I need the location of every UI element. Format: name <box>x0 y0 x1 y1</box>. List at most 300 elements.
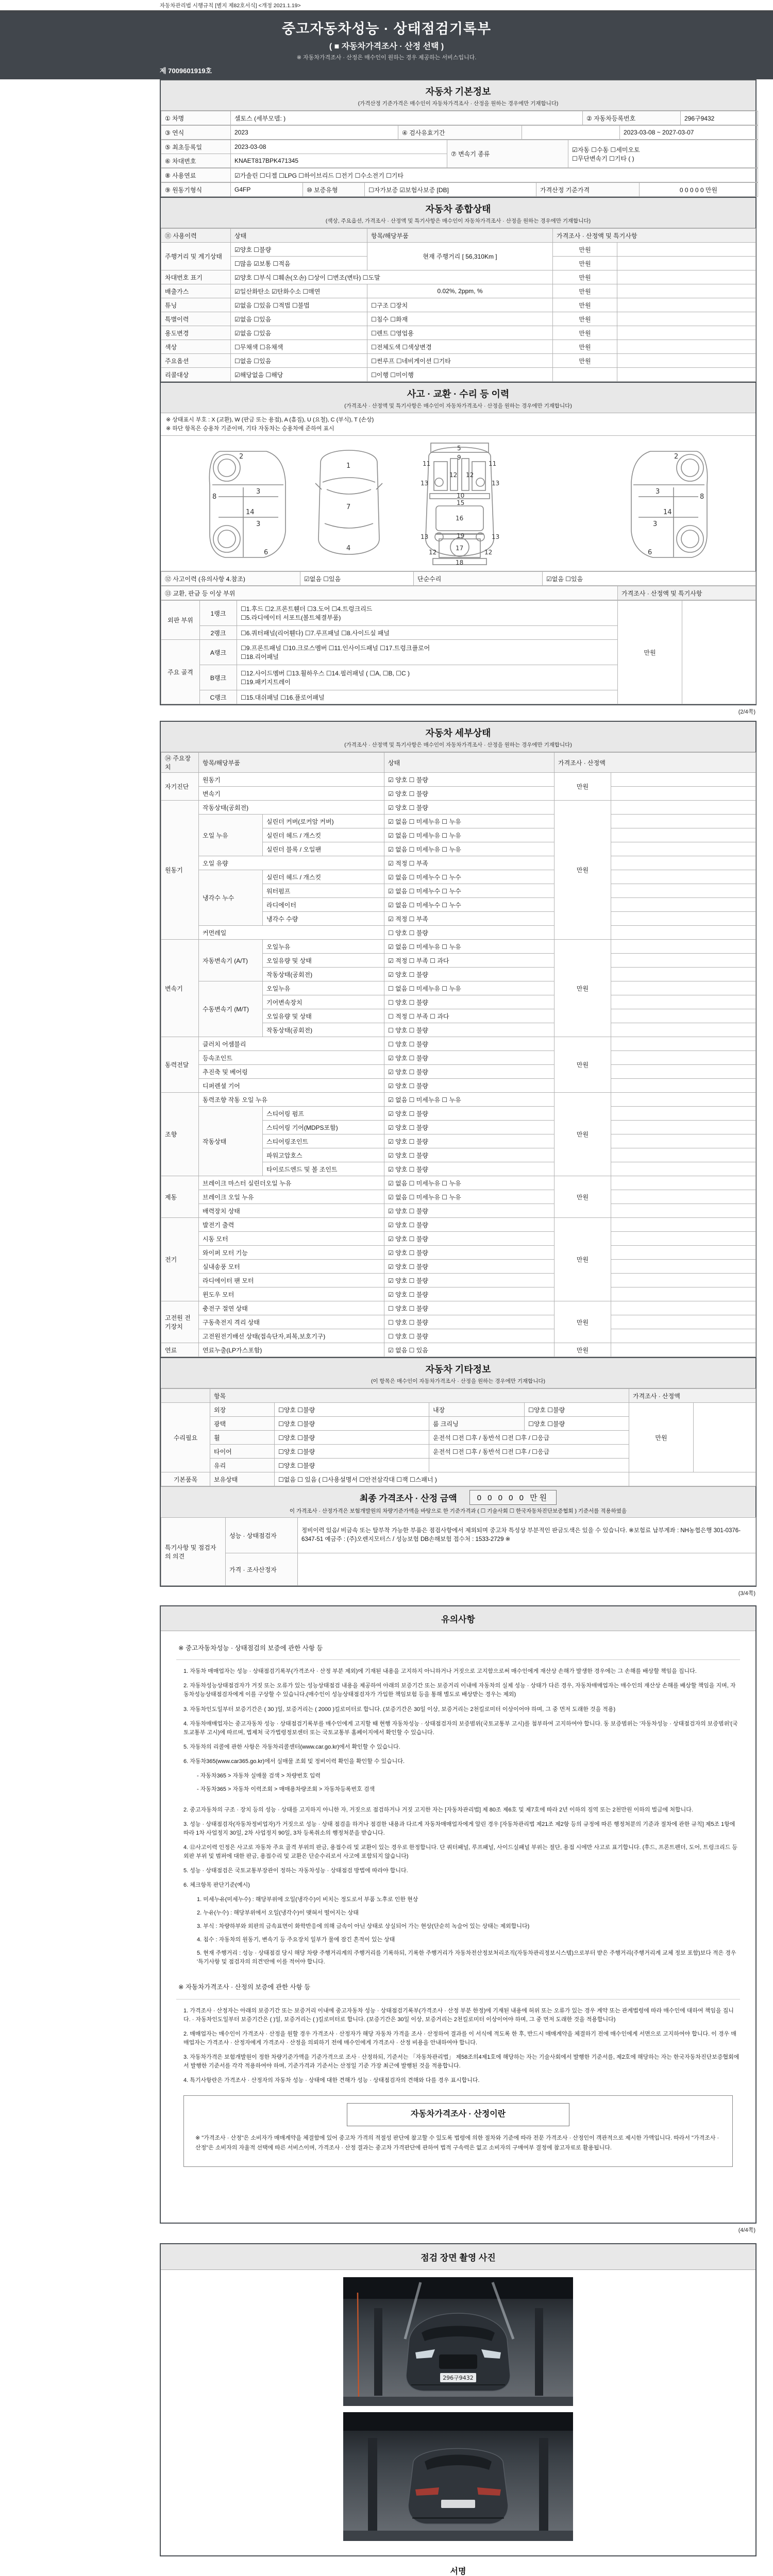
remark-cell <box>611 1301 756 1315</box>
rankA-label: A랭크 <box>200 640 237 665</box>
remark-cell <box>611 842 756 856</box>
notice-subitem: - 자동차365 > 자동차 실매물 검색 > 차량번호 입력 <box>197 1772 321 1779</box>
diagram-number: 3 <box>653 520 658 528</box>
col-item: 항목/해당부품 <box>199 753 384 773</box>
status-cell[interactable]: ☑ 양호 ☐ 불량 <box>384 1246 554 1260</box>
notice-item: 5. 자동차의 리콜에 관한 사항은 자동차리콜센터(www.car.go.kr)에서 확인할 수 있습니다. <box>183 1743 400 1750</box>
col-status: 상태 <box>231 229 367 243</box>
color-item[interactable]: ☐전체도색 ☐색상변경 <box>367 340 553 354</box>
rank1-line2[interactable]: ☐5.라디에이터 서포트(볼트체결부품) <box>241 614 341 621</box>
remark-cell <box>611 981 756 995</box>
notice-item: 2. 중고자동차의 구조 · 장치 등의 성능 · 상태를 고지하지 아니한 자, 거짓으로 점검하거나 거짓 고지한 자는 [자동차관리법] 제 80조 제6호 및 제7호에 따라 2년 이하의 징역 또는 2천만원 이하의 벌금에 처합니다. <box>183 1806 693 1813</box>
item-cell: 배력장치 상태 <box>199 1204 384 1218</box>
status-cell[interactable]: ☑ 적정 ☐ 부족 <box>384 912 554 926</box>
recall-status[interactable]: ☑해당없음 ☐해당 <box>231 368 367 382</box>
status-cell[interactable]: ☑ 양호 ☐ 불량 <box>384 1107 554 1121</box>
remark-cell <box>611 1232 756 1246</box>
legend-line-1: ※ 상태표시 부호 : X (교환), W (판금 또는 용접), A (흠집), U (요철), C (부식), T (손상) <box>166 417 374 423</box>
rankB-items[interactable] <box>237 665 618 690</box>
accident-history-label: ⑫ 사고이력 (유의사항 4.참조) <box>161 572 300 586</box>
notices-title: 유의사항 <box>161 1606 755 1631</box>
remark-cell <box>611 1065 756 1079</box>
remark-cell <box>617 326 756 340</box>
vin-mark-status[interactable]: ☑양호 ☐부식 ☐훼손(오손) ☐상이 ☐변조(변타) ☐도말 <box>231 270 553 284</box>
item-cell: 발전기 출력 <box>199 1218 384 1232</box>
notice-item: 5. 성능 · 상태점검은 국토교통부장관이 정하는 자동차성능 · 상태점검 방법에 따라야 합니다. <box>183 1868 408 1874</box>
diagram-number: 13 <box>492 533 500 540</box>
detail-table <box>161 752 756 1357</box>
usage-change-label: 용도변경 <box>161 326 231 340</box>
remark-cell <box>611 1204 756 1218</box>
warranty-label: ⑩ 보증유형 <box>303 183 365 197</box>
status-cell[interactable]: ☑ 양호 ☐ 불량 <box>384 968 554 981</box>
notice-item: 1. 가격조사 · 산정자는 아래의 보증기간 또는 보증거리 이내에 중고자동차 성능 · 상태점검기록부(가격조사 · 산정 부분 한정)에 기재된 내용에 허위 또는 오류가 있는 경우 계약 또는 관계법령에 따라 매수인에 대하여 책임을 집니다. · 자동차인도일부터 보증기간은 ( )일, 보증거리는 ( )킬로미터로 합니다. (보증기간은 30일 이상, 보증거리는 2천킬로미터 이상이어야 하며, 그 중 먼저 도래한 것을 적용합니다) <box>183 2007 734 2023</box>
price-cell: 만원 <box>554 940 611 1037</box>
status-cell[interactable]: ☑ 양호 ☐ 불량 <box>384 1148 554 1162</box>
item-cell: 충전구 절연 상태 <box>199 1301 384 1315</box>
page-title-note: ※ 자동차가격조사 · 산정은 매수인이 원하는 경우 제공하는 서비스입니다. <box>296 55 477 61</box>
price-cell <box>553 368 617 382</box>
price-cell: 만원 <box>554 1218 611 1301</box>
remark-cell <box>611 1246 756 1260</box>
rank1-line1[interactable]: ☐1.후드 ☐2.프론트휀더 ☐3.도어 ☐4.트렁크리드 <box>241 605 373 613</box>
notice-item: 6. 체크항목 판단기준(예시) <box>183 1882 250 1889</box>
status-cell[interactable]: ☐ 양호 ☐ 불량 <box>384 1023 554 1037</box>
section-subtitle: (색상, 주요옵션, 가격조사 · 산정액 및 특기사항은 매수인이 자동차가격조사 · 산정을 원하는 경우에만 기재합니다) <box>325 218 591 224</box>
remark-cell <box>611 1260 756 1274</box>
remark-cell <box>611 1023 756 1037</box>
item-cell: 라디에이터 <box>263 898 384 912</box>
tire-positions[interactable]: 운전석 ☐전 ☐후 / 동반석 ☐전 ☐후 / ☐응급 <box>429 1445 629 1459</box>
notices-subheader-1: ※ 중고자동차성능 · 상태점검의 보증에 관한 사항 등 <box>176 1639 740 1660</box>
item-cell: 스티어링 기어(MDPS포함) <box>263 1121 384 1134</box>
remark-cell <box>611 1343 756 1357</box>
diagram-number: 15 <box>457 499 465 506</box>
photos-body <box>161 2270 755 2555</box>
recall-item[interactable]: ☐이행 ☐미이행 <box>367 368 553 382</box>
state-code-legend <box>161 413 755 436</box>
section-detail <box>160 721 757 1358</box>
status-cell[interactable]: ☐ 양호 ☐ 불량 <box>384 926 554 940</box>
rank2-items[interactable]: ☐6.쿼터패널(리어휀다) ☐7.루프패널 ☐8.사이드실 패널 <box>237 626 618 640</box>
first-reg-label: ⑤ 최초등록일 <box>161 140 231 154</box>
price-cell: 만원 <box>553 284 617 298</box>
item-cell: 브레이크 오일 누유 <box>199 1190 384 1204</box>
remark-cell <box>611 787 756 801</box>
section-title: 자동차 기본정보 <box>425 87 491 97</box>
status-cell[interactable]: ☑ 없음 ☐ 미세누유 ☐ 누유 <box>384 842 554 856</box>
rankB-line2[interactable]: ☐19.패키지트레이 <box>241 679 291 686</box>
item-cell: 변속기 <box>199 787 384 801</box>
repair-needed-label: 수리필요 <box>161 1403 210 1472</box>
vin-label: ⑥ 차대번호 <box>161 154 231 168</box>
remark-cell <box>611 995 756 1009</box>
accident-history-status[interactable]: ☑없음 ☐있음 <box>300 572 414 586</box>
spacer-cell <box>429 1459 629 1472</box>
section-basic-info <box>160 79 757 198</box>
remark-cell <box>611 1218 756 1232</box>
transmission-line2[interactable]: ☐무단변속기 ☐기타 ( ) <box>572 155 634 162</box>
mileage-status-1[interactable]: ☑양호 ☐불량 <box>231 243 367 257</box>
status-cell[interactable]: ☑ 양호 ☐ 불량 <box>384 1134 554 1148</box>
reg-no-label: ② 자동차등록번호 <box>583 111 681 125</box>
status-cell[interactable]: ☐ 양호 ☐ 불량 <box>384 1329 554 1343</box>
page-marker-4: (4/4쪽) <box>738 2227 755 2233</box>
price-appraisal-info-title: 자동차가격조사 · 산정이란 <box>347 2103 569 2126</box>
status-cell[interactable]: ☐ 적정 ☐ 부족 ☐ 과다 <box>384 1009 554 1023</box>
price-cell: 만원 <box>554 801 611 940</box>
holding-label: 보유상태 <box>210 1472 275 1486</box>
price-cell: 만원 <box>554 1037 611 1093</box>
diagram-number: 17 <box>456 545 464 552</box>
emission-label: 배출가스 <box>161 284 231 298</box>
year-value: 2023 <box>231 126 398 140</box>
section-detail-header <box>161 722 755 752</box>
section-accident-header <box>161 383 755 413</box>
inspection-label: ④ 검사유효기간 <box>398 126 522 140</box>
section-subtitle: (가격조사 · 산정액 및 특기사항은 매수인이 자동차가격조사 · 산정을 원하는 경우에만 기재합니다) <box>344 742 572 748</box>
status-cell[interactable]: ☐ 양호 ☐ 불량 <box>384 1315 554 1329</box>
glass-label: 유리 <box>210 1459 275 1472</box>
price-cell: 만원 <box>553 257 617 270</box>
sub-label: 작동상태 <box>199 1107 263 1176</box>
status-cell[interactable]: ☑ 양호 ☐ 불량 <box>384 1274 554 1287</box>
remark-cell <box>617 284 756 298</box>
notice-item: 3. 성능 · 상태점검자(자동차정비업자)가 거짓으로 성능 · 상태 점검을 하거나 점검한 내용과 다르게 자동차매매업자에게 알린 경우 [자동차관리법 제21조 제2항 등의 규정에 따른 행정처분의 기준과 절차에 관한 규칙] 제5조 1항에 따라 1차 사업정지 30일, 2차 사업정지 90일, 3차 등록취소의 행정처분을 받습니다. <box>183 1821 735 1836</box>
item-cell: 작동상태(공회전) <box>199 801 384 815</box>
recall-label: 리콜대상 <box>161 368 231 382</box>
mileage-status-2[interactable]: ☐많음 ☑보통 ☐적음 <box>231 257 367 270</box>
diagram-number: 7 <box>346 503 351 511</box>
status-cell[interactable]: ☑ 양호 ☐ 불량 <box>384 1051 554 1065</box>
mileage-item: 현재 주행거리 [ 56,310Km ] <box>367 243 553 270</box>
price-cell: 만원 <box>554 1343 611 1357</box>
rankC-items[interactable]: ☐15.대쉬패널 ☐16.플로어패널 <box>237 690 618 704</box>
outer-panel-label: 외판 부위 <box>161 601 200 640</box>
status-cell[interactable]: ☑ 양호 ☐ 불량 <box>384 1260 554 1274</box>
exterior-status[interactable]: ☐양호 ☐불량 <box>275 1403 429 1417</box>
inspector-label: 성능 · 상태점검자 <box>226 1518 298 1553</box>
remark-cell <box>611 856 756 870</box>
usage-change-status[interactable]: ☑없음 ☐있음 <box>231 326 367 340</box>
diagram-number: 13 <box>492 480 500 487</box>
wheel-label: 휠 <box>210 1431 275 1445</box>
basic-table-1 <box>161 111 758 125</box>
status-cell[interactable]: ☑ 없음 ☐ 미세누수 ☐ 누수 <box>384 884 554 898</box>
status-cell[interactable]: ☑ 없음 ☐ 미세누유 ☐ 누유 <box>384 1190 554 1204</box>
item-cell: 구동축전지 격리 상태 <box>199 1315 384 1329</box>
status-cell[interactable]: ☐ 양호 ☐ 불량 <box>384 1037 554 1051</box>
item-cell: 작동상태(공회전) <box>263 1023 384 1037</box>
remark-cell <box>611 1148 756 1162</box>
tuning-label: 튜닝 <box>161 298 231 312</box>
status-cell[interactable]: ☑ 양호 ☐ 불량 <box>384 1204 554 1218</box>
section-comprehensive <box>160 197 757 383</box>
group-label: 조향 <box>161 1093 199 1176</box>
notice-subitem: 3. 부식 : 차량하부와 외판의 금속표면이 화학반응에 의해 금속이 아닌 상태로 상실되어 가는 현상(단순히 녹슬어 있는 상태는 제외합니다) <box>197 1923 530 1930</box>
diagram-number: 8 <box>700 493 704 501</box>
warranty-checkboxes[interactable]: ☐자가보증 ☑보험사보증 [DB] <box>365 183 536 197</box>
diagram-number: 6 <box>264 549 268 556</box>
status-cell[interactable]: ☑ 양호 ☐ 불량 <box>384 1065 554 1079</box>
spacer-cell <box>629 1472 756 1486</box>
diagram-number: 12 <box>466 471 474 479</box>
item-cell: 고전원전기배선 상태(접속단자,피복,보호기구) <box>199 1329 384 1343</box>
status-cell[interactable]: ☑ 양호 ☐ 불량 <box>384 1121 554 1134</box>
opinions-table <box>161 1517 756 1586</box>
section-title: 자동차 세부상태 <box>425 728 491 738</box>
price-appraisal-info-box <box>183 2095 733 2167</box>
section-comprehensive-header <box>161 198 755 228</box>
col-item: 항목/해당부품 <box>367 229 553 243</box>
notice-subitem: 4. 침수 : 자동차의 원동기, 변속기 등 주요장치 일부가 물에 잠긴 흔적이 있는 상태 <box>197 1937 395 1943</box>
item-cell: 타이로드엔드 및 볼 조인트 <box>263 1162 384 1176</box>
interior-label: 내장 <box>429 1403 525 1417</box>
section-accident-history <box>160 382 757 705</box>
section-inspection-photos <box>160 2243 757 2556</box>
notices-body <box>161 1631 755 2223</box>
diagram-number: 12 <box>484 549 493 556</box>
status-cell[interactable]: ☐ 없음 ☐ 미세누유 ☐ 누유 <box>384 981 554 995</box>
room-cleaning-status[interactable]: ☐양호 ☐불량 <box>525 1417 629 1431</box>
status-cell[interactable]: ☑ 없음 ☐ 미세누유 ☐ 누유 <box>384 1176 554 1190</box>
remark-cell <box>611 1009 756 1023</box>
item-cell: 냉각수 수량 <box>263 912 384 926</box>
diagram-number: 14 <box>663 509 672 516</box>
status-cell[interactable]: ☑ 없음 ☐ 미세누유 ☐ 누유 <box>384 940 554 954</box>
exterior-label: 외장 <box>210 1403 275 1417</box>
item-cell: 실린더 헤드 / 개스킷 <box>263 828 384 842</box>
page-marker-2: (2/4쪽) <box>738 709 755 715</box>
remark-cell <box>617 298 756 312</box>
remark-cell <box>611 1176 756 1190</box>
inspection-value: 2023-03-08 ~ 2027-03-07 <box>620 126 758 140</box>
diagram-number: 3 <box>256 488 261 496</box>
appraiser-opinion <box>298 1553 756 1586</box>
item-cell: 실린더 헤드 / 개스킷 <box>263 870 384 884</box>
group-label: 제동 <box>161 1176 199 1218</box>
section-subtitle: (가격조사 · 산정액 및 특기사항은 매수인이 자동차가격조사 · 산정을 원하는 경우에만 기재합니다) <box>344 403 572 409</box>
notice-item: 3. 자동차인도일부터 보증기간은 ( 30 )일, 보증거리는 ( 2000 )킬로미터로 합니다. (보증기간은 30일 이상, 보증거리는 2천킬로미터 이상이어야 하며, 그 중 먼저 도래한 것을 적용) <box>183 1706 616 1713</box>
item-cell: 스티어링조인트 <box>263 1134 384 1148</box>
diagram-number: 3 <box>256 520 261 528</box>
options-status[interactable]: ☐없음 ☐있음 <box>231 354 367 368</box>
remark-cell <box>611 1287 756 1301</box>
special-history-status[interactable]: ☑없음 ☐있음 <box>231 312 367 326</box>
item-cell: 윈도우 모터 <box>199 1287 384 1301</box>
holding-status[interactable]: ☐없음 ☐ 있음 ( ☐사용설명서 ☐안전삼각대 ☐잭 ☐스패너 ) <box>275 1472 629 1486</box>
item-cell: 스티어링 펌프 <box>263 1107 384 1121</box>
remark-cell <box>611 1274 756 1287</box>
status-cell[interactable]: ☑ 양호 ☐ 불량 <box>384 1162 554 1176</box>
remark-cell <box>611 1121 756 1134</box>
status-cell[interactable]: ☑ 양호 ☐ 불량 <box>384 1287 554 1301</box>
col-usage-history: ⑪ 사용이력 <box>161 229 231 243</box>
sub-label: 자동변속기 (A/T) <box>199 940 263 981</box>
col-device: ⑭ 주요장치 <box>161 753 199 773</box>
item-cell: 작동상태(공회전) <box>263 968 384 981</box>
fuel-label: ⑧ 사용연료 <box>161 168 231 182</box>
mileage-label: 주행거리 및 계기상태 <box>161 243 231 270</box>
inspector-opinion: 정비이력 있음/ 비금속 또는 탈부착 가능한 부품은 점검사항에서 제외되며 중고차 특성상 부분적인 판금도색은 있을 수 있습니다. ※보험료 납부계좌 : NH농협은행 301-0376-6347-51 예금주 : (주)오렌지모터스 / 성능보험 DB손해보험 접수처 : 1533-2729 ※ <box>298 1518 756 1553</box>
item-cell: 커먼레일 <box>199 926 384 940</box>
item-cell: 와이퍼 모터 기능 <box>199 1246 384 1260</box>
other-info-table <box>161 1388 756 1486</box>
color-status[interactable]: ☐무채색 ☐유채색 <box>231 340 367 354</box>
remark-cell <box>611 912 756 926</box>
group-label: 원동기 <box>161 801 199 940</box>
notice-subitem: - 자동차365 > 자동차 이력조회 > 매매용차량조회 > 자동차등록번호 검색 <box>197 1786 375 1792</box>
title-band <box>0 10 773 79</box>
item-cell: 라디에이터 팬 모터 <box>199 1274 384 1287</box>
status-cell[interactable]: ☑ 양호 ☐ 불량 <box>384 773 554 787</box>
rankC-label: C랭크 <box>200 690 237 704</box>
comprehensive-table <box>161 228 756 382</box>
emission-values: 0.02%, 2ppm, % <box>367 284 553 298</box>
notice-item: 3. 자동차가격은 보험개발원이 정한 차량기준가액을 기준가격으로 조사 · 산정하되, 기준서는 「자동차관리법」 제58조의4제1호에 해당하는 자는 기술사회에서 발행한 기준서를, 제2호에 해당하는 자는 한국자동차진단보증협회에서 발행한 기준서를 각각 적용하여야 하며, 기준가격과 기준서는 산정일 기준 가장 최근에 발행된 것을 적용합니다. <box>183 2054 740 2070</box>
status-cell[interactable]: ☑ 적정 ☐ 부족 ☐ 과다 <box>384 954 554 968</box>
price-appraisal-info-body: ※ "가격조사 · 산정"은 소비자가 매매계약을 체결함에 있어 중고차 가격의 적절성 판단에 참고할 수 있도록 법령에 의한 절차와 기준에 따라 전문 가격조사 · 산정인이 객관적으로 제시한 가액입니다. 따라서 "가격조사 · 산정"은 소비자의 자율적 선택에 따른 서비스이며, 가격조사 · 산정 결과는 중고차 가격판단에 관하여 법적 구속력은 없고 소비자의 구매여부 결정에 참고자료로 활용됩니다. <box>195 2134 719 2151</box>
transmission-checkboxes[interactable] <box>568 140 758 168</box>
item-cell: 실린더 블록 / 오일팬 <box>263 842 384 856</box>
glass-status[interactable]: ☐양호 ☐불량 <box>275 1459 429 1472</box>
status-cell[interactable]: ☑ 없음 ☐ 미세누유 ☐ 누유 <box>384 828 554 842</box>
diagram-number: 11 <box>423 460 431 467</box>
notice-item: 4. ⑫사고이력 인정은 사고로 자동차 주요 골격 부위의 판금, 용접수리 및 교환이 있는 경우로 한정합니다. 단 쿼터패널, 루프패널, 사이드실패널 부위는 절단, 용접 시에만 사고로 표기합니다. (후드, 프론트펜더, 도어, 트렁크리드 등 외판 부위 및 범퍼에 대한 판금, 용접수리 및 교환은 단순수리로서 사고에 포함되지 않습니다) <box>183 1844 738 1860</box>
status-cell[interactable]: ☑ 없음 ☐ 있음 <box>384 1343 554 1357</box>
fuel-checkboxes[interactable]: ☑가솔린 ☐디젤 ☐LPG ☐하이브리드 ☐전기 ☐수소전기 ☐기타 <box>231 168 758 182</box>
sub-label: 수동변속기 (M/T) <box>199 981 263 1037</box>
remark-cell <box>617 354 756 368</box>
page-marker-3: (3/4쪽) <box>738 1590 755 1597</box>
car-damage-diagram[interactable] <box>161 436 755 571</box>
remark-cell <box>611 1051 756 1065</box>
wheel-status[interactable]: ☐양호 ☐불량 <box>275 1431 429 1445</box>
special-history-item[interactable]: ☐침수 ☐화재 <box>367 312 553 326</box>
diagram-number: 10 <box>457 492 465 499</box>
status-cell[interactable]: ☑ 양호 ☐ 불량 <box>384 787 554 801</box>
final-price-note[interactable]: 이 가격조사 · 산정가격은 보험개발원의 차량기준가액을 바탕으로 한 기준가격과 ( ☐ 기술사회 ☐ 한국자동차진단보증협회 ) 기준서를 적용하였음 <box>289 1508 627 1514</box>
remark-cell <box>611 926 756 940</box>
status-cell[interactable]: ☑ 양호 ☐ 불량 <box>384 801 554 815</box>
transmission-line1[interactable]: ☑자동 ☐수동 ☐세미오토 <box>572 146 640 154</box>
rankB-line1[interactable]: ☐12.사이드멤버 ☐13.휠하우스 ☐14.필러패널 ( ☐A, ☐B, ☐C ) <box>241 670 410 677</box>
reg-no-value: 296구9432 <box>681 111 758 125</box>
remark-cell <box>617 270 756 284</box>
car-name-label: ① 차명 <box>161 111 231 125</box>
base-price-value: 0 0 0 0 0 만원 <box>640 183 758 197</box>
price-cell: 만원 <box>553 340 617 354</box>
emission-status[interactable]: ☑일산화탄소 ☑탄화수소 ☐매연 <box>231 284 367 298</box>
status-cell[interactable]: ☑ 없음 ☐ 미세누유 ☐ 누유 <box>384 815 554 828</box>
rankA-items[interactable] <box>237 640 618 665</box>
status-cell[interactable]: ☑ 없음 ☐ 미세누수 ☐ 누수 <box>384 870 554 884</box>
remark-cell <box>611 801 756 815</box>
remark-cell <box>617 340 756 354</box>
status-cell[interactable]: ☑ 양호 ☐ 불량 <box>384 1218 554 1232</box>
diagram-number: 19 <box>457 532 465 539</box>
tire-status[interactable]: ☐양호 ☐불량 <box>275 1445 429 1459</box>
price-cell: 만원 <box>553 298 617 312</box>
section-title: 자동차 종합상태 <box>425 204 491 214</box>
notice-item: 6. 자동차365(www.car365.go.kr)에서 실매물 조회 및 정비이력 확인을 확인할 수 있습니다. <box>183 1758 405 1765</box>
usage-change-item[interactable]: ☐렌트 ☐영업용 <box>367 326 553 340</box>
remark-cell <box>611 898 756 912</box>
notice-item: 4. 특기사항란은 가격조사 · 산정자의 자동차 성능 · 상태에 대한 견해가 성능 · 상태점검자의 견해와 다를 경우 표시합니다. <box>183 2077 480 2084</box>
basic-table-4 <box>161 168 758 182</box>
status-cell[interactable]: ☑ 양호 ☐ 불량 <box>384 1079 554 1093</box>
rank1-items[interactable] <box>237 601 618 626</box>
options-item[interactable]: ☐썬루프 ☐네비게이션 ☐기타 <box>367 354 553 368</box>
diagram-number: 11 <box>489 460 497 467</box>
rankA-line1[interactable]: ☐9.프론트패널 ☐10.크로스멤버 ☐11.인사이드패널 ☐17.트렁크플로어 <box>241 645 430 652</box>
rankA-line2[interactable]: ☐18.리어패널 <box>241 653 279 660</box>
item-cell: 등속조인트 <box>199 1051 384 1065</box>
remark-cell <box>611 940 756 954</box>
notices-subheader-2: ※ 자동차가격조사 · 산정의 보증에 관한 사항 등 <box>176 1978 740 1999</box>
exchange-section-label: ⑬ 교환, 판금 등 이상 부위 <box>161 586 618 600</box>
price-cell: 만원 <box>553 243 617 257</box>
item-cell: 오일 유량 <box>199 856 384 870</box>
notice-item: 1. 자동차 매매업자는 성능 · 상태점검기록부(가격조사 · 산정 부분 제외)에 기재된 내용을 고지하지 아니하거나 거짓으로 고지함으로써 매수인에게 재산상 손해가 발생한 경우에는 그 손해를 배상할 책임을 집니다. <box>183 1668 697 1675</box>
interior-status[interactable]: ☐양호 ☐불량 <box>525 1403 629 1417</box>
status-cell[interactable]: ☑ 적정 ☐ 부족 <box>384 856 554 870</box>
item-cell: 파워고압호스 <box>263 1148 384 1162</box>
status-cell[interactable]: ☑ 양호 ☐ 불량 <box>384 1232 554 1246</box>
basic-table-2 <box>161 125 758 140</box>
status-cell[interactable]: ☑ 없음 ☐ 미세누유 ☐ 누유 <box>384 1093 554 1107</box>
item-cell: 클러치 어셈블리 <box>199 1037 384 1051</box>
exchange-price-col: 가격조사 · 산정액 및 특기사항 <box>618 586 756 600</box>
remark-cell <box>611 884 756 898</box>
item-cell: 시동 모터 <box>199 1232 384 1246</box>
sub-label: 냉각수 누수 <box>199 870 263 926</box>
tuning-item[interactable]: ☐구조 ☐장치 <box>367 298 553 312</box>
rank-price-cell: 만원 <box>618 601 682 704</box>
item-cell: 오일누유 <box>263 940 384 954</box>
price-cell: 만원 <box>554 1176 611 1218</box>
vin-value: KNAET817BPK471345 <box>231 154 447 168</box>
polish-status[interactable]: ☐양호 ☐불량 <box>275 1417 429 1431</box>
diagram-number: 9 <box>457 454 461 461</box>
wheel-positions[interactable]: 운전석 ☐전 ☐후 / 동반석 ☐전 ☐후 / ☐응급 <box>429 1431 629 1445</box>
item-cell: 브레이크 마스터 실린더오일 누유 <box>199 1176 384 1190</box>
diagram-number: 16 <box>456 515 464 522</box>
item-cell: 연료누출(LP가스포함) <box>199 1343 384 1357</box>
simple-repair-status[interactable]: ☑없음 ☐있음 <box>543 572 756 586</box>
status-cell[interactable]: ☐ 양호 ☐ 불량 <box>384 995 554 1009</box>
remark-cell <box>611 815 756 828</box>
final-price-label: 최종 가격조사 · 산정 금액 <box>359 1494 457 1503</box>
remark-cell <box>617 243 756 257</box>
appraiser-label: 가격 · 조사산정자 <box>226 1553 298 1586</box>
item-cell: 오일누유 <box>263 981 384 995</box>
col-price: 가격조사 · 산정액 <box>629 1389 756 1403</box>
remark-cell <box>611 1093 756 1107</box>
notice-subitem: 2. 누유(누수) : 해당부위에서 오일(냉각수)이 맺혀서 떨어지는 상태 <box>197 1910 359 1917</box>
special-history-label: 특별이력 <box>161 312 231 326</box>
remark-cell <box>617 257 756 270</box>
status-cell[interactable]: ☐ 양호 ☐ 불량 <box>384 1301 554 1315</box>
status-cell[interactable]: ☑ 없음 ☐ 미세누수 ☐ 누수 <box>384 898 554 912</box>
section-subtitle: (가격산정 기준가격은 매수인이 자동차가격조사 · 산정을 원하는 경우에만 기재합니다) <box>358 100 559 107</box>
tuning-status[interactable]: ☑없음 ☐있음 ☐적법 ☐불법 <box>231 298 367 312</box>
final-price-band <box>161 1486 755 1517</box>
price-cell: 만원 <box>553 270 617 284</box>
year-label: ③ 연식 <box>161 126 231 140</box>
inspection-photo-rear <box>343 2412 573 2541</box>
basic-table-5 <box>161 182 758 197</box>
